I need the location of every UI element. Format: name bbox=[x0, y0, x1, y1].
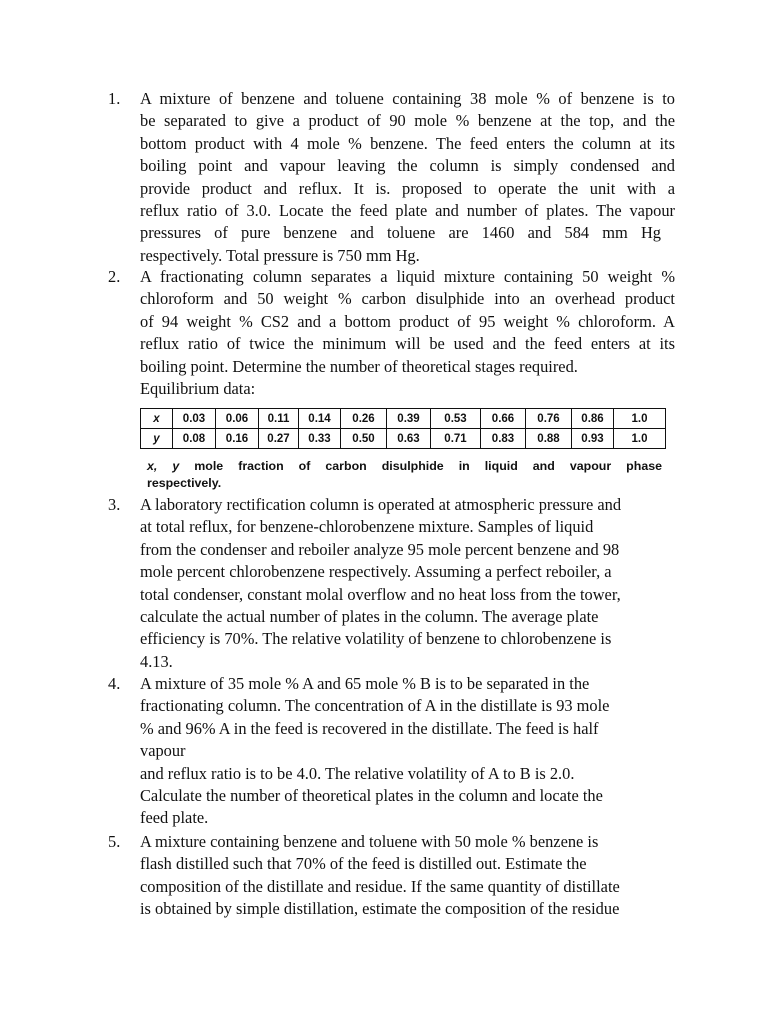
row-label: y bbox=[141, 429, 173, 449]
problem-text-line: A mixture of 35 mole % A and 65 mole % B is to be separated in the bbox=[140, 674, 590, 693]
caption-line bbox=[147, 458, 662, 475]
problem-text-line: mole percent chlorobenzene respectively. Assuming a perfect reboiler, a bbox=[140, 562, 612, 582]
problem-text bbox=[140, 673, 675, 830]
table-cell: 0.16 bbox=[216, 429, 259, 449]
problem-text-line: is obtained by simple distillation, estimate the composition of the residue bbox=[140, 899, 620, 919]
table-cell: 0.71 bbox=[431, 429, 481, 449]
problem-text bbox=[140, 88, 675, 267]
table-cell: 0.26 bbox=[341, 409, 387, 429]
table-cell: 0.83 bbox=[481, 429, 526, 449]
problem-text-line: bottom product with 4 mole % benzene. The feed enters the column at its bbox=[140, 133, 675, 153]
problem-text bbox=[140, 494, 675, 673]
problem-text-line: efficiency is 70%. The relative volatility of benzene to chlorobenzene is bbox=[140, 629, 612, 649]
table-cell: 1.0 bbox=[614, 409, 666, 429]
problem-text-line: Calculate the number of theoretical plates in the column and locate the bbox=[140, 785, 603, 805]
problem-text-line: chloroform and 50 weight % carbon disulphide into an overhead product bbox=[140, 289, 675, 309]
problem-text-line: reflux ratio of 3.0. Locate the feed plate and number of plates. The vapour bbox=[140, 200, 675, 220]
table-caption bbox=[147, 458, 662, 491]
problem-text-line: be separated to give a product of 90 mole % benzene at the top, and the bbox=[140, 111, 675, 131]
problem-text-line: % and 96% A in the feed is recovered in the distillate. The feed is half bbox=[140, 718, 599, 738]
table-cell: 0.33 bbox=[299, 429, 341, 449]
problem-number: 4. bbox=[108, 674, 121, 693]
problem-text-line: A mixture containing benzene and toluene with 50 mole % benzene is bbox=[140, 832, 599, 851]
caption-variables: x, y bbox=[147, 459, 180, 473]
caption-text: mole fraction of carbon disulphide in liquid and vapour phase bbox=[194, 459, 662, 473]
table-cell: 0.86 bbox=[572, 409, 614, 429]
problem-text-line: composition of the distillate and residue. If the same quantity of distillate bbox=[140, 876, 620, 896]
problem-number: 2. bbox=[108, 267, 121, 286]
problem-number: 3. bbox=[108, 495, 121, 514]
table-cell: 0.08 bbox=[173, 429, 216, 449]
problem-text-line: provide product and reflux. It is. proposed to operate the unit with a bbox=[140, 178, 675, 198]
problem-number: 1. bbox=[108, 89, 121, 108]
caption-line: respectively. bbox=[147, 475, 222, 490]
problem-text-line: A fractionating column separates a liquid mixture containing 50 weight % bbox=[140, 267, 675, 286]
problem-text-line: reflux ratio of twice the minimum will be used and the feed enters at its bbox=[140, 334, 675, 354]
table-cell: 0.93 bbox=[572, 429, 614, 449]
problem-text-line: Equilibrium data: bbox=[140, 378, 256, 398]
row-label: x bbox=[141, 409, 173, 429]
problem-text-line: respectively. Total pressure is 750 mm Hg. bbox=[140, 245, 420, 265]
problem-text-line: feed plate. bbox=[140, 808, 209, 828]
problem-text-line: calculate the actual number of plates in the column. The average plate bbox=[140, 606, 599, 626]
problem-text-line: A laboratory rectification column is operated at atmospheric pressure and bbox=[140, 495, 622, 514]
table-cell: 0.53 bbox=[431, 409, 481, 429]
table-cell: 0.11 bbox=[259, 409, 299, 429]
problem-number: 5. bbox=[108, 832, 121, 851]
table-row-y bbox=[141, 429, 666, 449]
problem-text-line: A mixture of benzene and toluene containing 38 mole % of benzene is to bbox=[140, 89, 675, 108]
table-cell: 1.0 bbox=[614, 429, 666, 449]
problem-text bbox=[140, 831, 675, 921]
problem-text-line: fractionating column. The concentration of A in the distillate is 93 mole bbox=[140, 696, 610, 716]
problem-text-line: boiling point. Determine the number of theoretical stages required. bbox=[140, 356, 578, 376]
table-cell: 0.14 bbox=[299, 409, 341, 429]
problem-text-line: flash distilled such that 70% of the feed is distilled out. Estimate the bbox=[140, 854, 587, 874]
problem-text-line: total condenser, constant molal overflow and no heat loss from the tower, bbox=[140, 584, 621, 604]
problem-text-line: vapour bbox=[140, 741, 186, 761]
problem-text bbox=[140, 266, 675, 400]
table-cell: 0.66 bbox=[481, 409, 526, 429]
problem-text-line: at total reflux, for benzene-chlorobenzene mixture. Samples of liquid bbox=[140, 517, 594, 537]
table-cell: 0.63 bbox=[387, 429, 431, 449]
problem-text-line: 4.13. bbox=[140, 651, 173, 671]
table-cell: 0.50 bbox=[341, 429, 387, 449]
problem-text-line: of 94 weight % CS2 and a bottom product of 95 weight % chloroform. A bbox=[140, 311, 675, 331]
equilibrium-table bbox=[140, 408, 666, 449]
table-cell: 0.88 bbox=[526, 429, 572, 449]
table-cell: 0.06 bbox=[216, 409, 259, 429]
table-row-x bbox=[141, 409, 666, 429]
table-cell: 0.03 bbox=[173, 409, 216, 429]
table-cell: 0.39 bbox=[387, 409, 431, 429]
problem-text-line: pressures of pure benzene and toluene are 1460 and 584 mm Hg bbox=[140, 223, 661, 243]
problem-text-line: from the condenser and reboiler analyze 95 mole percent benzene and 98 bbox=[140, 539, 620, 559]
problem-text-line: and reflux ratio is to be 4.0. The relative volatility of A to B is 2.0. bbox=[140, 763, 575, 783]
problem-text-line: boiling point and vapour leaving the column is simply condensed and bbox=[140, 156, 675, 176]
table-cell: 0.27 bbox=[259, 429, 299, 449]
table-cell: 0.76 bbox=[526, 409, 572, 429]
